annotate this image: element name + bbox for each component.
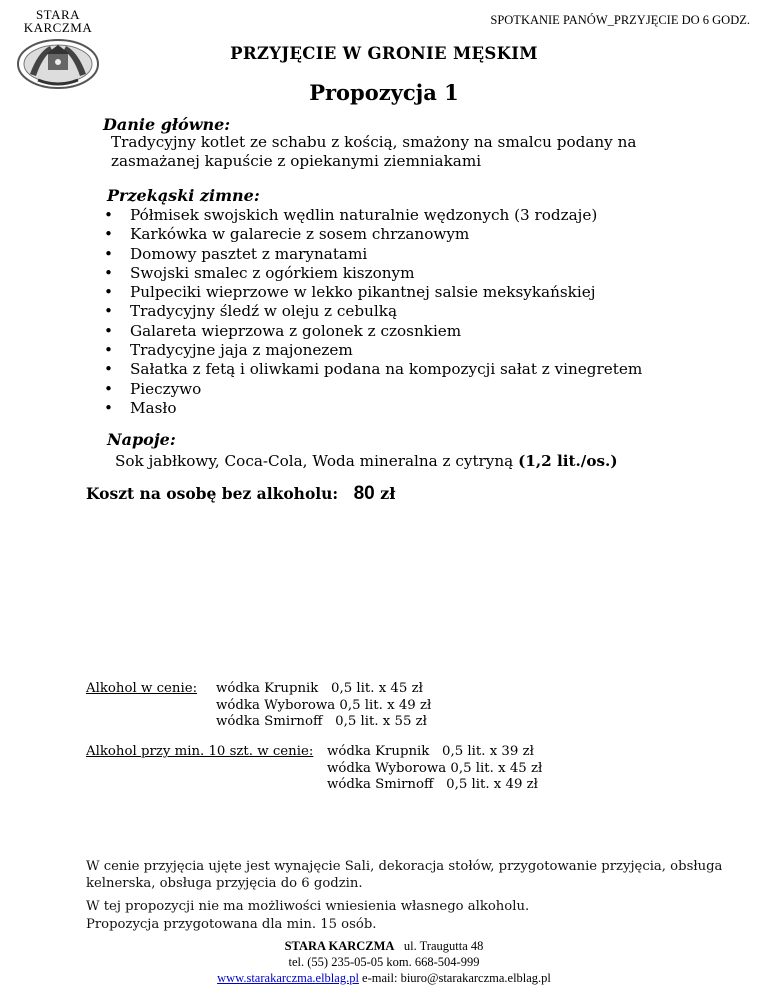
- alcohol-row: wódka Krupnik 0,5 lit. x 39 zł: [327, 744, 534, 759]
- main-dish-line2: zasmażanej kapuście z opiekanymi ziemniakami: [111, 152, 482, 170]
- website-link[interactable]: www.starakarczma.elblag.pl: [217, 971, 359, 985]
- cold-snacks-heading: Przekąski zimne:: [107, 186, 260, 205]
- drinks-line: [115, 452, 618, 471]
- cost-per-person: [86, 483, 395, 505]
- drinks-text: Sok jabłkowy, Coca-Cola, Woda mineralna z cytryną: [115, 452, 514, 470]
- footer-address: ul. Traugutta 48: [403, 939, 484, 953]
- alcohol-price-list: [216, 681, 431, 731]
- note-line1: W cenie przyjęcia ujęte jest wynajęcie Sali, dekoracja stołów, przygotowanie przyjęcia, obsługa: [86, 859, 723, 874]
- alcohol-row: wódka Krupnik 0,5 lit. x 45 zł: [216, 681, 423, 696]
- alcohol-row: wódka Smirnoff 0,5 lit. x 55 zł: [216, 714, 427, 729]
- list-item: • Karkówka w galarecie z sosem chrzanowym: [103, 225, 642, 244]
- alcohol-row: wódka Wyborowa 0,5 lit. x 45 zł: [327, 760, 543, 776]
- alcohol-price-label: Alkohol w cenie:: [86, 681, 198, 696]
- document-header-label: SPOTKANIE PANÓW_PRZYJĘCIE DO 6 GODZ.: [490, 13, 750, 27]
- list-item: • Masło: [103, 399, 642, 418]
- cost-label: Koszt na osobę bez alkoholu:: [86, 484, 339, 503]
- list-item: • Pieczywo: [103, 380, 642, 399]
- page-title: PRZYJĘCIE W GRONIE MĘSKIM: [230, 44, 538, 63]
- footer-name-line: [0, 939, 768, 954]
- alcohol-min-label: Alkohol przy min. 10 szt. w cenie:: [86, 744, 314, 759]
- main-dish-heading: Danie główne:: [103, 115, 231, 134]
- list-item: • Pulpeciki wieprzowe w lekko pikantnej salsie meksykańskiej: [103, 283, 642, 302]
- list-item: • Domowy pasztet z marynatami: [103, 245, 642, 264]
- proposal-title: Propozycja 1: [309, 80, 459, 105]
- footer-contact-line: [0, 971, 768, 986]
- cost-value: 80: [353, 483, 375, 504]
- note-line4: Propozycja przygotowana dla min. 15 osób.: [86, 917, 377, 932]
- footer-company-name: STARA KARCZMA: [284, 939, 395, 953]
- alcohol-row: wódka Wyborowa 0,5 lit. x 49 zł: [216, 697, 432, 713]
- main-dish-line1: Tradycyjny kotlet ze schabu z kością, smażony na smalcu podany na: [111, 133, 637, 151]
- list-item: • Sałatka z fetą i oliwkami podana na kompozycji sałat z vinegretem: [103, 360, 642, 379]
- logo-line2: KARCZMA: [23, 20, 93, 35]
- cost-currency: zł: [380, 484, 396, 503]
- logo-line1: STARA: [35, 7, 81, 22]
- list-item: • Tradycyjne jaja z majonezem: [103, 341, 642, 360]
- list-item: • Galareta wieprzowa z golonek z czosnkiem: [103, 322, 642, 341]
- alcohol-row: wódka Smirnoff 0,5 lit. x 49 zł: [327, 777, 538, 792]
- list-item: • Swojski smalec z ogórkiem kiszonym: [103, 264, 642, 283]
- alcohol-min-list: [327, 744, 542, 794]
- list-item: • Tradycyjny śledź w oleju z cebulką: [103, 302, 642, 321]
- footer-phones: tel. (55) 235-05-05 kom. 668-504-999: [288, 955, 480, 969]
- note-line2: kelnerska, obsługa przyjęcia do 6 godzin.: [86, 876, 363, 891]
- list-item: • Półmisek swojskich wędlin naturalnie wędzonych (3 rodzaje): [103, 206, 642, 225]
- footer-email: e-mail: biuro@starakarczma.elblag.pl: [362, 971, 551, 985]
- drinks-amount: (1,2 lit./os.): [518, 452, 618, 470]
- note-line3: W tej propozycji nie ma możliwości wniesienia własnego alkoholu.: [86, 899, 530, 914]
- drinks-heading: Napoje:: [107, 430, 176, 449]
- cold-snacks-list: [103, 206, 642, 418]
